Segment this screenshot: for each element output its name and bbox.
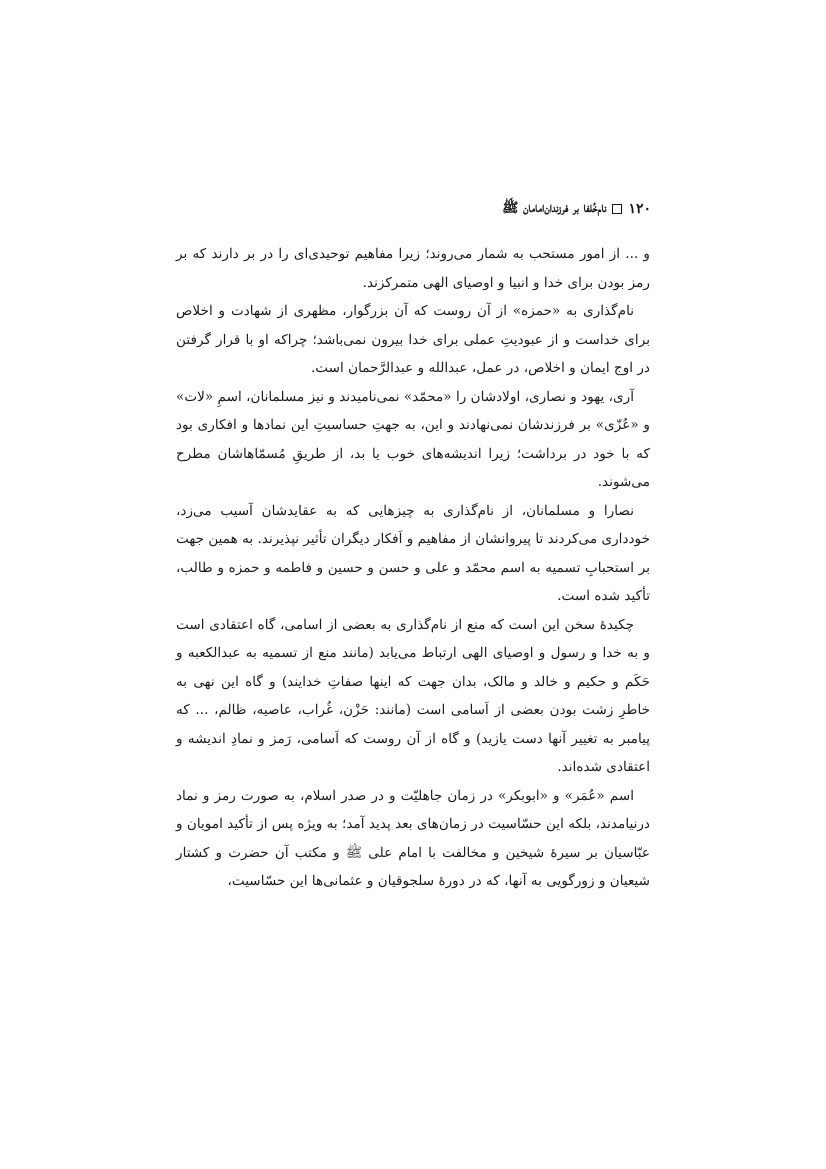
paragraph-4: نصارا و مسلمانان، از نام‌گذاری به چیزهایی که به عقایدشان آسیب می‌زد، خودداری می‌کردند تا پیروانشان از مفاهیم و اَفکار دیگران تأثیر نپذیرند. به همین جهت بر استحبابِ تسمیه به اسم محمّد و علی و حسن و حسین و فاطمه و حمزه و طالب، تأکید شده است.: [176, 502, 650, 604]
paragraph-2: نام‌گذاری به «حمزه» از آن روست که آن بزرگوار، مظهری از شهادت و اخلاص برای خداست و از عبودیتِ عملی برای خدا بیرون نمی‌باشد؛ چراکه او با قرار گرفتن در اوج ایمان و اخلاص، در عمل، عبدالله و عبدالرَّحمان است.: [176, 303, 650, 376]
paragraph-6: اسم «عُمَر» و «ابوبکر» در زمان جاهلیّت و در صدر اسلام، به صورت رمز و نماد درنیامدند، بلکه این حسّاسیت در زمان‌های بعد پدید آمد؛ به ویژه پس از تأکید امویان و عبّاسیان بر سیرهٔ شیخین و مخالفت با امام علی ﷺ و مکتب آن حضرت و کشتار شیعیان و زورگویی به آنها، که در دورهٔ سلجوقیان و عثمانی‌ها این حسّاسیت،: [176, 787, 650, 889]
paragraph-1: و ... از امور مستحب به شمار می‌روند؛ زیرا مفاهیم توحیدی‌ای را در بر دارند که بر رمز بودن برای خدا و انبیا و اوصیای الهی متمرکزند.: [176, 246, 650, 291]
square-ornament-icon: [612, 204, 622, 214]
page-number: ۱۲۰: [628, 201, 651, 217]
paragraph-5: چکیدهٔ سخن این است که منع از نام‌گذاری به بعضی از اسامی، گاه اعتقادی است و به خدا و رسول و اوصیای الهی ارتباط می‌یابد (مانند منع از تسمیه به عبدالکعبه و حَکَم و حکیم و خالد و مالک، بدان جهت که اینها صفاتِ خدایند) و گاه این نهی به خاطرِ زشت بودن بعضی از اَسامی است (مانند: حَزْن، غُراب، عاصیه، ظالم، ... که پیامبر به تغییر آنها دست یازید) و گاه از آن روست که اَسامی، رَمز و نمادِ اندیشه و اعتقادی شده‌اند.: [176, 616, 650, 775]
body-text: [176, 240, 650, 896]
chapter-title: نام‌خُلفا بر فرزندان‌امامان ﷺ: [502, 200, 607, 216]
running-header: [502, 199, 651, 219]
paragraph-3: آری، یهود و نصاری، اولادشان را «محمّد» نمی‌نامیدند و نیز مسلمانان، اسمِ «لات» و «عُزّی» بر فرزندشان نمی‌نهادند و این، به جهتِ حساسیتِ این نمادها و افکاری بود که با خود در برداشت؛ زیرا اندیشه‌های خوب یا بد، از طریقِ مُسمّاهاشان مطرح می‌شوند.: [176, 388, 650, 490]
